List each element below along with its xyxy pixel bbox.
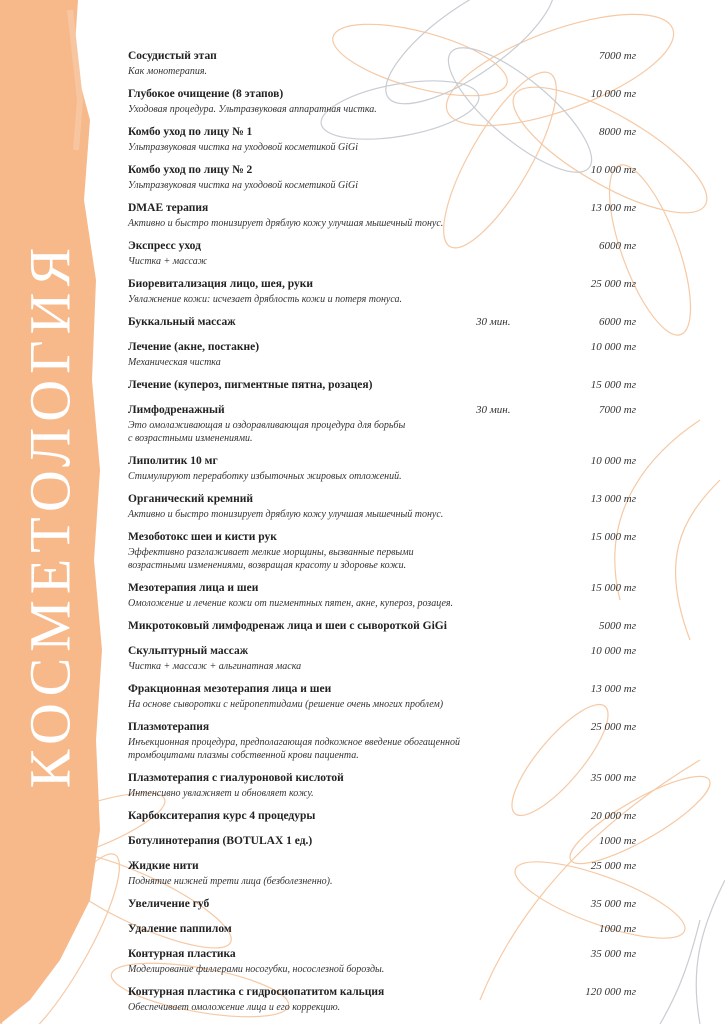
service-name: Глубокое очищение (8 этапов) [128, 88, 284, 100]
service-description: Инъекционная процедура, предполагающая подкожное введение обогащенной тромбоцитами плазмы собственной крови пациента. [128, 737, 461, 761]
service-item [128, 164, 636, 192]
service-duration: 30 мин. [476, 316, 511, 328]
service-name: Жидкие нити [128, 860, 199, 872]
service-price: 15 000 тг [590, 531, 636, 543]
service-name: Микротоковый лимфодренаж лица и шеи с сывороткой GiGi [128, 620, 447, 632]
service-price: 10 000 тг [590, 164, 636, 176]
service-item [128, 898, 636, 913]
service-name: Буккальный массаж [128, 316, 236, 328]
service-name: Мезотерапия лица и шеи [128, 582, 259, 594]
service-name: Удаление паппилом [128, 923, 232, 935]
service-item [128, 493, 636, 521]
service-price: 7000 тг [599, 404, 636, 416]
service-description: Омоложение и лечение кожи от пигментных пятен, акне, купероз, розацея. [128, 598, 454, 609]
service-description: Активно и быстро тонизирует дряблую кожу улучшая мышечный тонус. [128, 218, 444, 229]
service-item [128, 316, 636, 331]
service-item [128, 645, 636, 673]
service-item [128, 379, 636, 394]
service-duration: 30 мин. [476, 404, 511, 416]
service-description: Ультразвуковая чистка на уходовой косметикой GiGi [128, 180, 359, 191]
service-item [128, 986, 636, 1014]
service-item [128, 810, 636, 825]
service-price: 10 000 тг [590, 645, 636, 657]
service-item [128, 620, 636, 635]
service-item [128, 772, 636, 800]
service-name: Липолитик 10 мг [128, 455, 218, 467]
service-price: 6000 тг [599, 240, 636, 252]
service-name: Комбо уход по лицу № 2 [128, 164, 253, 176]
service-item [128, 404, 636, 445]
service-name: Экспресс уход [128, 240, 201, 252]
service-name: Органический кремний [128, 493, 253, 505]
service-item [128, 126, 636, 154]
section-title: КОСМЕТОЛОГИЯ [17, 241, 83, 789]
service-price: 13 000 тг [590, 202, 636, 214]
price-list [128, 50, 636, 1024]
service-item [128, 531, 636, 572]
service-price: 7000 тг [599, 50, 636, 62]
service-price: 1000 тг [599, 835, 636, 847]
service-item [128, 721, 636, 762]
service-item [128, 88, 636, 116]
service-item [128, 50, 636, 78]
service-price: 10 000 тг [590, 341, 636, 353]
service-description: Уходовая процедура. Ультразвуковая аппаратная чистка. [128, 104, 377, 115]
service-item [128, 835, 636, 850]
service-name: Фракционная мезотерапия лица и шеи [128, 683, 332, 695]
service-price: 15 000 тг [590, 379, 636, 391]
service-name: Биоревитализация лицо, шея, руки [128, 278, 313, 290]
service-item [128, 278, 636, 306]
service-price: 35 000 тг [590, 898, 636, 910]
service-name: Плазмотерапия с гиалуроновой кислотой [128, 772, 344, 784]
service-item [128, 582, 636, 610]
service-name: Лимфодренажный [128, 404, 225, 416]
service-price: 10 000 тг [590, 88, 636, 100]
service-description: Моделирование филлерами носогубки, носослезной борозды. [128, 964, 385, 975]
service-price: 1000 тг [599, 923, 636, 935]
service-name: Комбо уход по лицу № 1 [128, 126, 253, 138]
service-name: Мезоботокс шеи и кисти рук [128, 531, 277, 543]
service-price: 35 000 тг [590, 772, 636, 784]
service-name: Лечение (акне, постакне) [128, 341, 260, 353]
service-name: Карбокситерапия курс 4 процедуры [128, 810, 316, 822]
service-item [128, 240, 636, 268]
service-description: Механическая чистка [128, 357, 221, 368]
service-price: 120 000 тг [585, 986, 636, 998]
service-price: 35 000 тг [590, 948, 636, 960]
service-price: 10 000 тг [590, 455, 636, 467]
service-name: Лечение (купероз, пигментные пятна, розацея) [128, 379, 373, 391]
service-description: Стимулируют переработку избыточных жировых отложений. [128, 471, 402, 482]
service-item [128, 923, 636, 938]
service-price: 8000 тг [599, 126, 636, 138]
service-description: Как монотерапия. [128, 66, 207, 77]
service-name: Увеличение губ [128, 898, 210, 910]
service-price: 15 000 тг [590, 582, 636, 594]
service-description: Чистка + массаж + альгинатная маска [128, 661, 302, 672]
service-name: DMAE терапия [128, 202, 209, 214]
service-name: Ботулинотерапия (BOTULAX 1 ед.) [128, 835, 313, 847]
service-description: Это омолаживающая и оздоравливающая процедура для борьбы с возрастными изменениями. [128, 420, 406, 444]
service-description: Чистка + массаж [128, 256, 208, 267]
service-price: 20 000 тг [590, 810, 636, 822]
service-name: Скульптурный массаж [128, 645, 249, 657]
service-description: Обеспечивает омоложение лица и его коррекцию. [128, 1002, 341, 1013]
service-name: Плазмотерапия [128, 721, 210, 733]
service-item [128, 455, 636, 483]
service-price: 25 000 тг [590, 278, 636, 290]
service-name: Контурная пластика с гидросиопатитом кальция [128, 986, 385, 998]
service-description: Поднятие нижней трети лица (безболезненно). [128, 876, 333, 887]
service-item [128, 948, 636, 976]
service-description: Интенсивно увлажняет и обновляет кожу. [128, 788, 314, 799]
service-description: Увлажнение кожи: исчезает дряблость кожи и потеря тонуса. [128, 294, 403, 305]
service-price: 13 000 тг [590, 683, 636, 695]
service-description: Активно и быстро тонизирует дряблую кожу улучшая мышечный тонус. [128, 509, 444, 520]
service-price: 13 000 тг [590, 493, 636, 505]
service-item [128, 202, 636, 230]
service-price: 6000 тг [599, 316, 636, 328]
service-item [128, 860, 636, 888]
service-description: Ультразвуковая чистка на уходовой косметикой GiGi [128, 142, 359, 153]
service-item [128, 341, 636, 369]
service-price: 5000 тг [599, 620, 636, 632]
service-name: Контурная пластика [128, 948, 236, 960]
service-item [128, 683, 636, 711]
service-description: Эффективно разглаживает мелкие морщины, вызванные первыми возрастными изменениями, возвращая красоту и здоровье кожи. [128, 547, 414, 571]
service-name: Сосудистый этап [128, 50, 217, 62]
service-price: 25 000 тг [590, 721, 636, 733]
service-description: На основе сыворотки с нейропептидами (решение очень многих проблем) [128, 699, 444, 710]
service-price: 25 000 тг [590, 860, 636, 872]
